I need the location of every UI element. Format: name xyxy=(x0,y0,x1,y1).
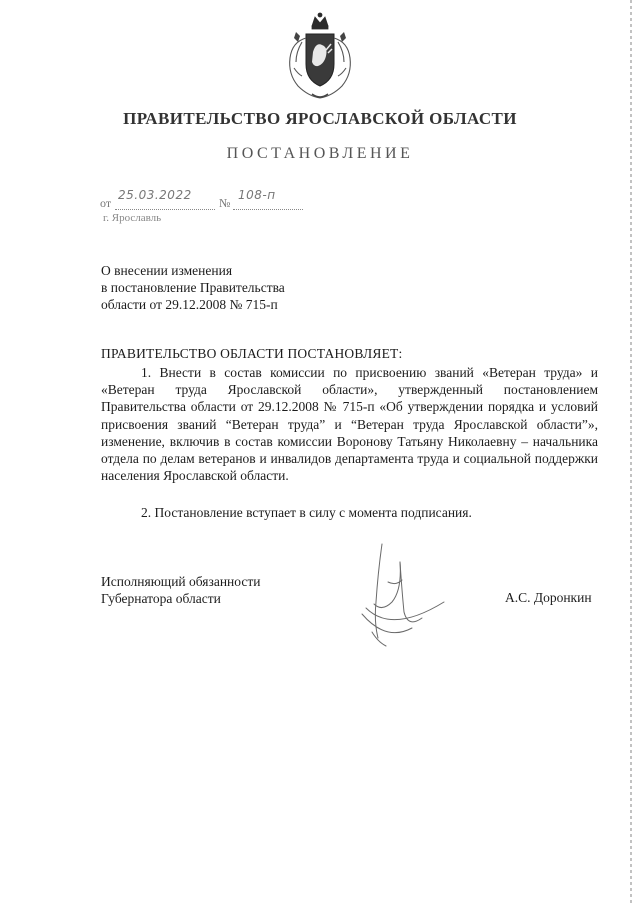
date-prefix: от xyxy=(100,196,112,210)
date-handwritten: 25.03.2022 xyxy=(118,188,192,202)
coat-of-arms-icon xyxy=(282,12,358,102)
position-line: Исполняющий обязанности xyxy=(101,574,261,589)
paragraph-1 xyxy=(101,364,598,484)
position-line: Губернатора области xyxy=(101,591,221,606)
scan-edge-divider xyxy=(630,0,632,905)
subject-block xyxy=(101,262,285,313)
paragraph-2 xyxy=(101,504,598,521)
city: г. Ярославль xyxy=(103,212,162,224)
subject-line: области от 29.12.2008 № 715-п xyxy=(101,297,278,312)
subject-line: в постановление Правительства xyxy=(101,280,285,295)
signatory-name: А.С. Доронкин xyxy=(505,590,592,605)
resolution-intro: ПРАВИТЕЛЬСТВО ОБЛАСТИ ПОСТАНОВЛЯЕТ: xyxy=(101,346,403,361)
number-underline xyxy=(233,209,303,210)
handwritten-signature-icon xyxy=(352,542,452,650)
date-underline xyxy=(115,209,215,210)
signatory-position xyxy=(101,573,260,607)
organization-title: ПРАВИТЕЛЬСТВО ЯРОСЛАВСКОЙ ОБЛАСТИ xyxy=(123,109,517,128)
document-type: ПОСТАНОВЛЕНИЕ xyxy=(226,145,414,162)
registration-row xyxy=(100,190,340,212)
number-prefix: № xyxy=(219,196,231,210)
paragraph-2-text: 2. Постановление вступает в силу с момента подписания. xyxy=(141,505,472,520)
number-handwritten: 108-п xyxy=(238,188,276,202)
paragraph-1-text: 1. Внести в состав комиссии по присвоению званий «Ветеран труда» и «Ветеран труда Ярославской области», утвержденный постановлением Правительства области от 29.12.2008 № 715-п «Об утверждении порядка и условий присвоения званий “Ветеран труда” и “Ветеран труда Ярославской области”», изменение, включив в состав комиссии Воронову Татьяну Николаевну – начальника отдела по делам ветеранов и инвалидов департамента труда и социальной поддержки населения Ярославской области. xyxy=(101,365,598,484)
subject-line: О внесении изменения xyxy=(101,263,233,278)
